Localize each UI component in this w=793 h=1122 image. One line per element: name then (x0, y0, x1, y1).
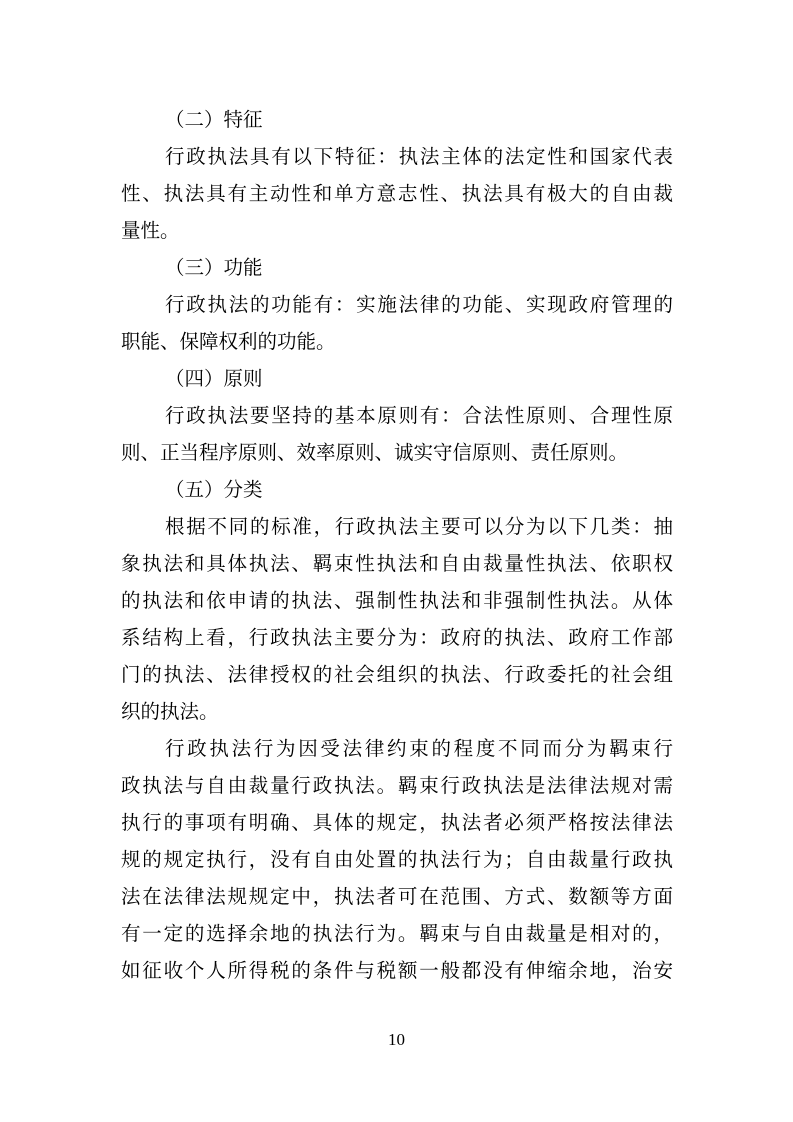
text-line: 的执法和依申请的执法、强制性执法和非强制性执法。从体 (121, 589, 673, 612)
text-line: 则、正当程序原则、效率原则、诚实守信原则、责任原则。 (121, 441, 629, 464)
text-line: 如征收个人所得税的条件与税额一般都没有伸缩余地，治安 (121, 959, 673, 982)
text-line: 职能、保障权利的功能。 (121, 330, 336, 353)
section (121, 360, 673, 471)
text-line: 规的规定执行，没有自由处置的执法行为；自由裁量行政执 (121, 848, 673, 871)
paragraph (121, 286, 673, 360)
text-line: 系结构上看，行政执法主要分为：政府的执法、政府工作部 (121, 626, 673, 649)
section (121, 101, 673, 249)
paragraph (121, 397, 673, 471)
text-line: 象执法和具体执法、羁束性执法和自由裁量性执法、依职权 (121, 552, 673, 575)
section-heading: （三）功能 (165, 256, 263, 279)
text-line: 行政执法要坚持的基本原则有：合法性原则、合理性原 (165, 404, 673, 427)
text-line: 性、执法具有主动性和单方意志性、执法具有极大的自由裁 (121, 182, 673, 205)
section (121, 249, 673, 360)
text-line: 根据不同的标准，行政执法主要可以分为以下几类：抽 (165, 515, 673, 538)
paragraph (121, 508, 673, 730)
section-heading: （二）特征 (165, 108, 263, 131)
page-number: 10 (388, 1030, 405, 1049)
text-line: 量性。 (121, 219, 180, 242)
text-line: 行政执法具有以下特征：执法主体的法定性和国家代表 (165, 145, 673, 168)
text-line: 政执法与自由裁量行政执法。羁束行政执法是法律法规对需 (121, 774, 673, 797)
paragraph (121, 730, 673, 989)
document-page (121, 101, 673, 989)
text-line: 法在法律法规规定中，执法者可在范围、方式、数额等方面 (121, 885, 673, 908)
text-line: 行政执法的功能有：实施法律的功能、实现政府管理的 (165, 293, 673, 316)
text-line: 织的执法。 (121, 700, 219, 723)
section-heading: （五）分类 (165, 478, 263, 501)
text-line: 执行的事项有明确、具体的规定，执法者必须严格按法律法 (121, 811, 673, 834)
text-line: 有一定的选择余地的执法行为。羁束与自由裁量是相对的， (121, 922, 673, 945)
text-line: 行政执法行为因受法律约束的程度不同而分为羁束行 (165, 737, 673, 760)
section-heading: （四）原则 (165, 367, 263, 390)
paragraph (121, 138, 673, 249)
section (121, 471, 673, 989)
text-line: 门的执法、法律授权的社会组织的执法、行政委托的社会组 (121, 663, 673, 686)
